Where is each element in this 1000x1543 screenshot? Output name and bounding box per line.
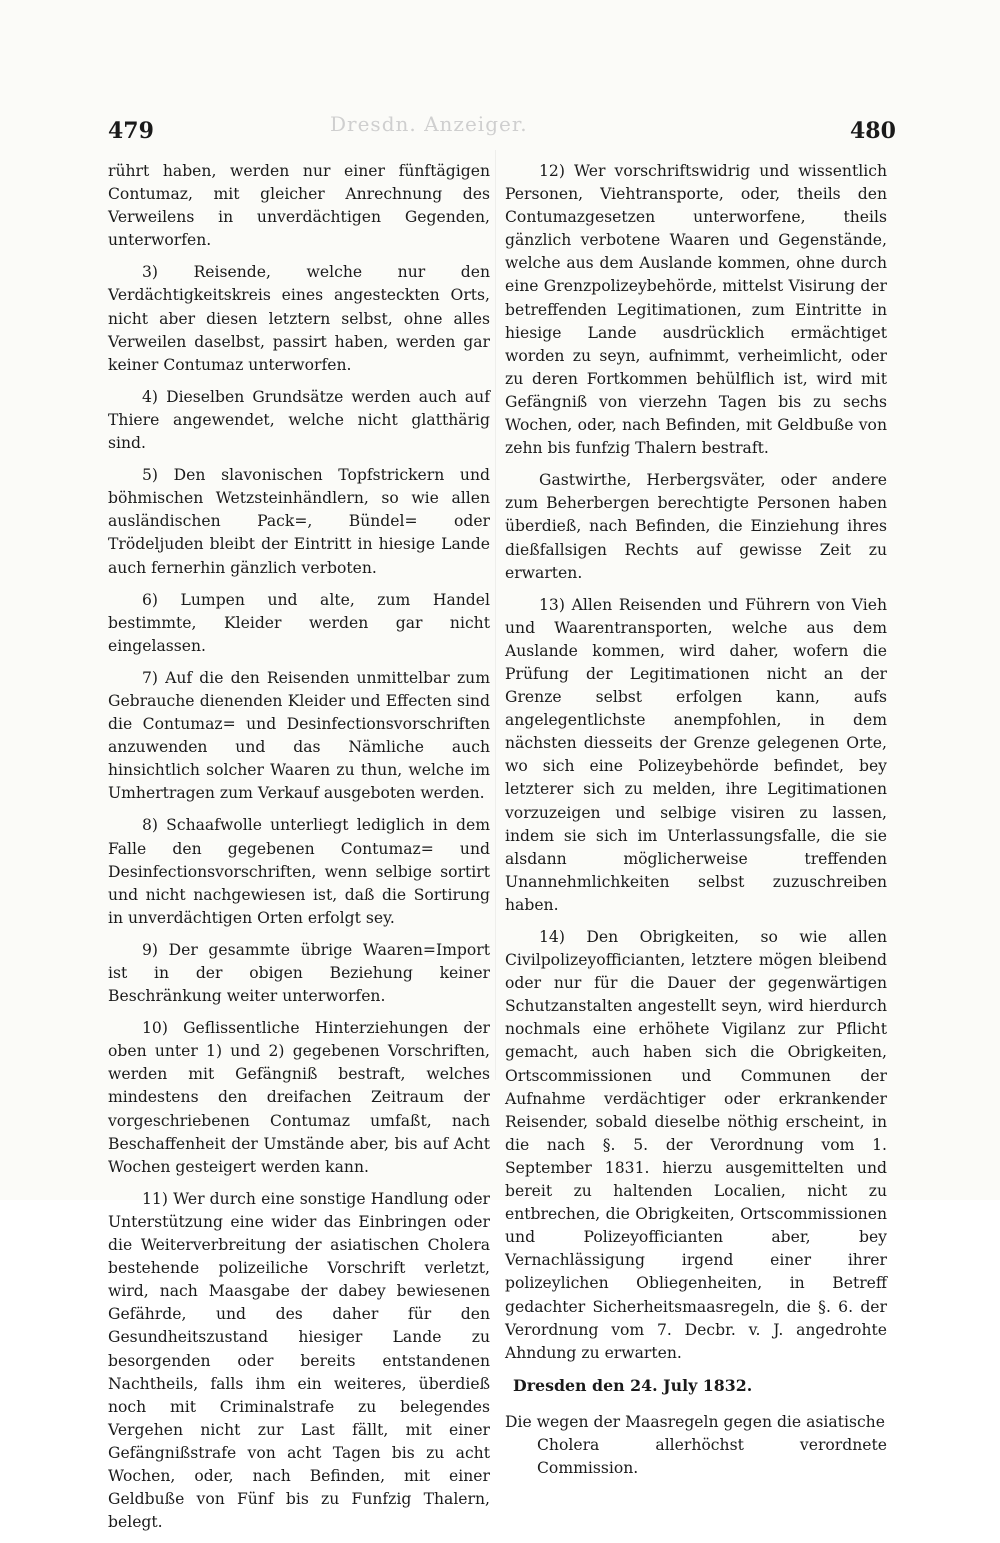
paragraph-10: 10) Geflissentliche Hinterziehungen der oben unter 1) und 2) gegebenen Vorschriften, werden mit Gefängniß bestraft, welches mindestens den dreifachen Zeitraum der vorgeschriebenen Contumaz umfaßt, nach Beschaffenheit der Umstände aber, bis auf Acht Wochen gesteigert werden kann. [108,1019,490,1176]
paragraph-5: 5) Den slavonischen Topfstrickern und böhmischen Wetzsteinhändlern, so wie allen ausländischen Pack=, Bündel= oder Trödeljuden bleibt der Eintritt in hiesige Lande auch fernerhin gänzlich verboten. [108,466,490,577]
right-column [505,160,887,1480]
bleed-through-header: Dresdn. Anzeiger. [330,112,528,136]
paragraph-4: 4) Dieselben Grundsätze werden auch auf Thiere angewendet, welche nicht glatthärig sind. [108,387,490,453]
paragraph-13: 13) Allen Reisenden und Führern von Vieh und Waarentransporten, welche aus dem Auslande kommen, wird daher, wofern die Prüfung der Legitimationen nicht an der Grenze selbst erfolgen kann, aufs angelegentlichste anempfohlen, in dem nächsten diesseits der Grenze gelegenen Orte, wo sich eine Polizeybehörde befindet, bey letzterer sich zu melden, ihre Legitimationen vorzuzeigen und selbige visiren zu lassen, indem sie sich im Unterlassungsfalle, die sie alsdann möglicherweise treffenden Unannehmlichkeiten selbst zuzuschreiben haben. [505,595,887,914]
paragraph-3: 3) Reisende, welche nur den Verdächtigkeitskreis eines angesteckten Orts, nicht aber diesen letztern selbst, ohne alles Verweilen daselbst, passirt haben, werden gar keiner Contumaz unterworfen. [108,263,490,374]
page-number-right: 480 [850,118,896,144]
signature-line-1: Die wegen der Maasregeln gegen die asiatische [505,1412,885,1431]
column-gutter [495,150,496,1080]
paragraph-11: 11) Wer durch eine sonstige Handlung oder Unterstützung eine wider das Einbringen oder die Weiterverbreitung der asiatischen Cholera bestehende polizeiliche Vorschrift verletzt, wird, nach Maasgabe der dabey bewiesenen Gefährde, und des daher für den Gesundheitszustand hiesiger Lande zu besorgenden oder bereits entstandenen Nachtheils, falls ihm ein weiteres, überdieß noch mit Criminalstrafe zu belegendes Vergehen nicht zur Last fällt, mit einer Gefängnißstrafe von acht Tagen bis zu acht Wochen, oder, nach Befinden, mit einer Geldbuße von Fünf bis zu Funfzig Thalern, belegt. [108,1189,490,1532]
date-line: Dresden den 24. July 1832. [513,1375,753,1395]
paragraph-6: 6) Lumpen und alte, zum Handel bestimmte, Kleider werden gar nicht eingelassen. [108,590,490,655]
left-column [108,160,490,1543]
paragraph-continuation: rührt haben, werden nur einer fünftägigen Contumaz, mit gleicher Anrechnung des Verweilens in unverdächtigen Gegenden, unterworfen. [108,162,490,250]
paragraph-8: 8) Schaafwolle unterliegt lediglich in dem Falle den gegebenen Contumaz= und Desinfectionsvorschriften, wenn selbige sortirt und nicht nachgewiesen ist, daß die Sortirung in unverdächtigen Orten erfolgt sey. [108,816,490,927]
page-number-left: 479 [108,118,154,144]
paragraph-9: 9) Der gesammte übrige Waaren=Import ist in der obigen Beziehung keiner Beschränkung weiter unterworfen. [108,940,490,1006]
paragraph-7: 7) Auf die den Reisenden unmittelbar zum Gebrauche dienenden Kleider und Effecten sind die Contumaz= und Desinfectionsvorschriften anzuwenden und das Nämliche auch hinsichtlich solcher Waaren zu thun, welche im Umhertragen zum Verkauf ausgeboten werden. [108,668,490,803]
paragraph-12: 12) Wer vorschriftswidrig und wissentlich Personen, Viehtransporte, oder, theils den Contumazgesetzen unterworfene, theils gänzlich verbotene Waaren und Gegenstände, welche aus dem Auslande kommen, ohne durch eine Grenzpolizeybehörde, mittelst Visirung der betreffenden Legitimationen, zum Eintritte in hiesige Lande ausdrücklich ermächtiget worden zu seyn, aufnimmt, verheimlicht, oder zu deren Fortkommen behülflich ist, wird mit Gefängniß von vierzehn Tagen bis zu sechs Wochen, oder, nach Befinden, mit Geldbuße von zehn bis funfzig Thalern bestraft. [505,162,887,458]
paragraph-innkeepers: Gastwirthe, Herbergsväter, oder andere zum Beherbergen berechtigte Personen haben überdieß, nach Befinden, die Einziehung ihres dießfallsigen Rechts auf gewisse Zeit zu erwarten. [505,471,887,582]
signature-line-2: Cholera allerhöchst verordnete Commission. [537,1435,887,1477]
paragraph-14: 14) Den Obrigkeiten, so wie allen Civilpolizeyofficianten, letztere mögen bleibend oder nur für die Dauer der gegenwärtigen Schutzanstalten angestellt seyn, wird hierdurch nochmals eine erhöhete Vigilanz zur Pflicht gemacht, auch haben sich die Obrigkeiten, Ortscommissionen und Communen der Aufnahme verdächtiger oder erkrankender Reisender, sobald dieselbe nöthig erscheint, in die nach §. 5. der Verordnung vom 1. September 1831. hierzu ausgemittelten und bereit zu haltenden Localien, nicht zu entbrechen, die Obrigkeiten, Ortscommissionen und Polizeyofficianten aber, bey Vernachlässigung irgend einer ihrer polizeylichen Obliegenheiten, in Betreff gedachter Sicherheitsmaasregeln, die §. 6. der Verordnung vom 7. Decbr. v. J. angedrohte Ahndung zu erwarten. [505,928,887,1362]
